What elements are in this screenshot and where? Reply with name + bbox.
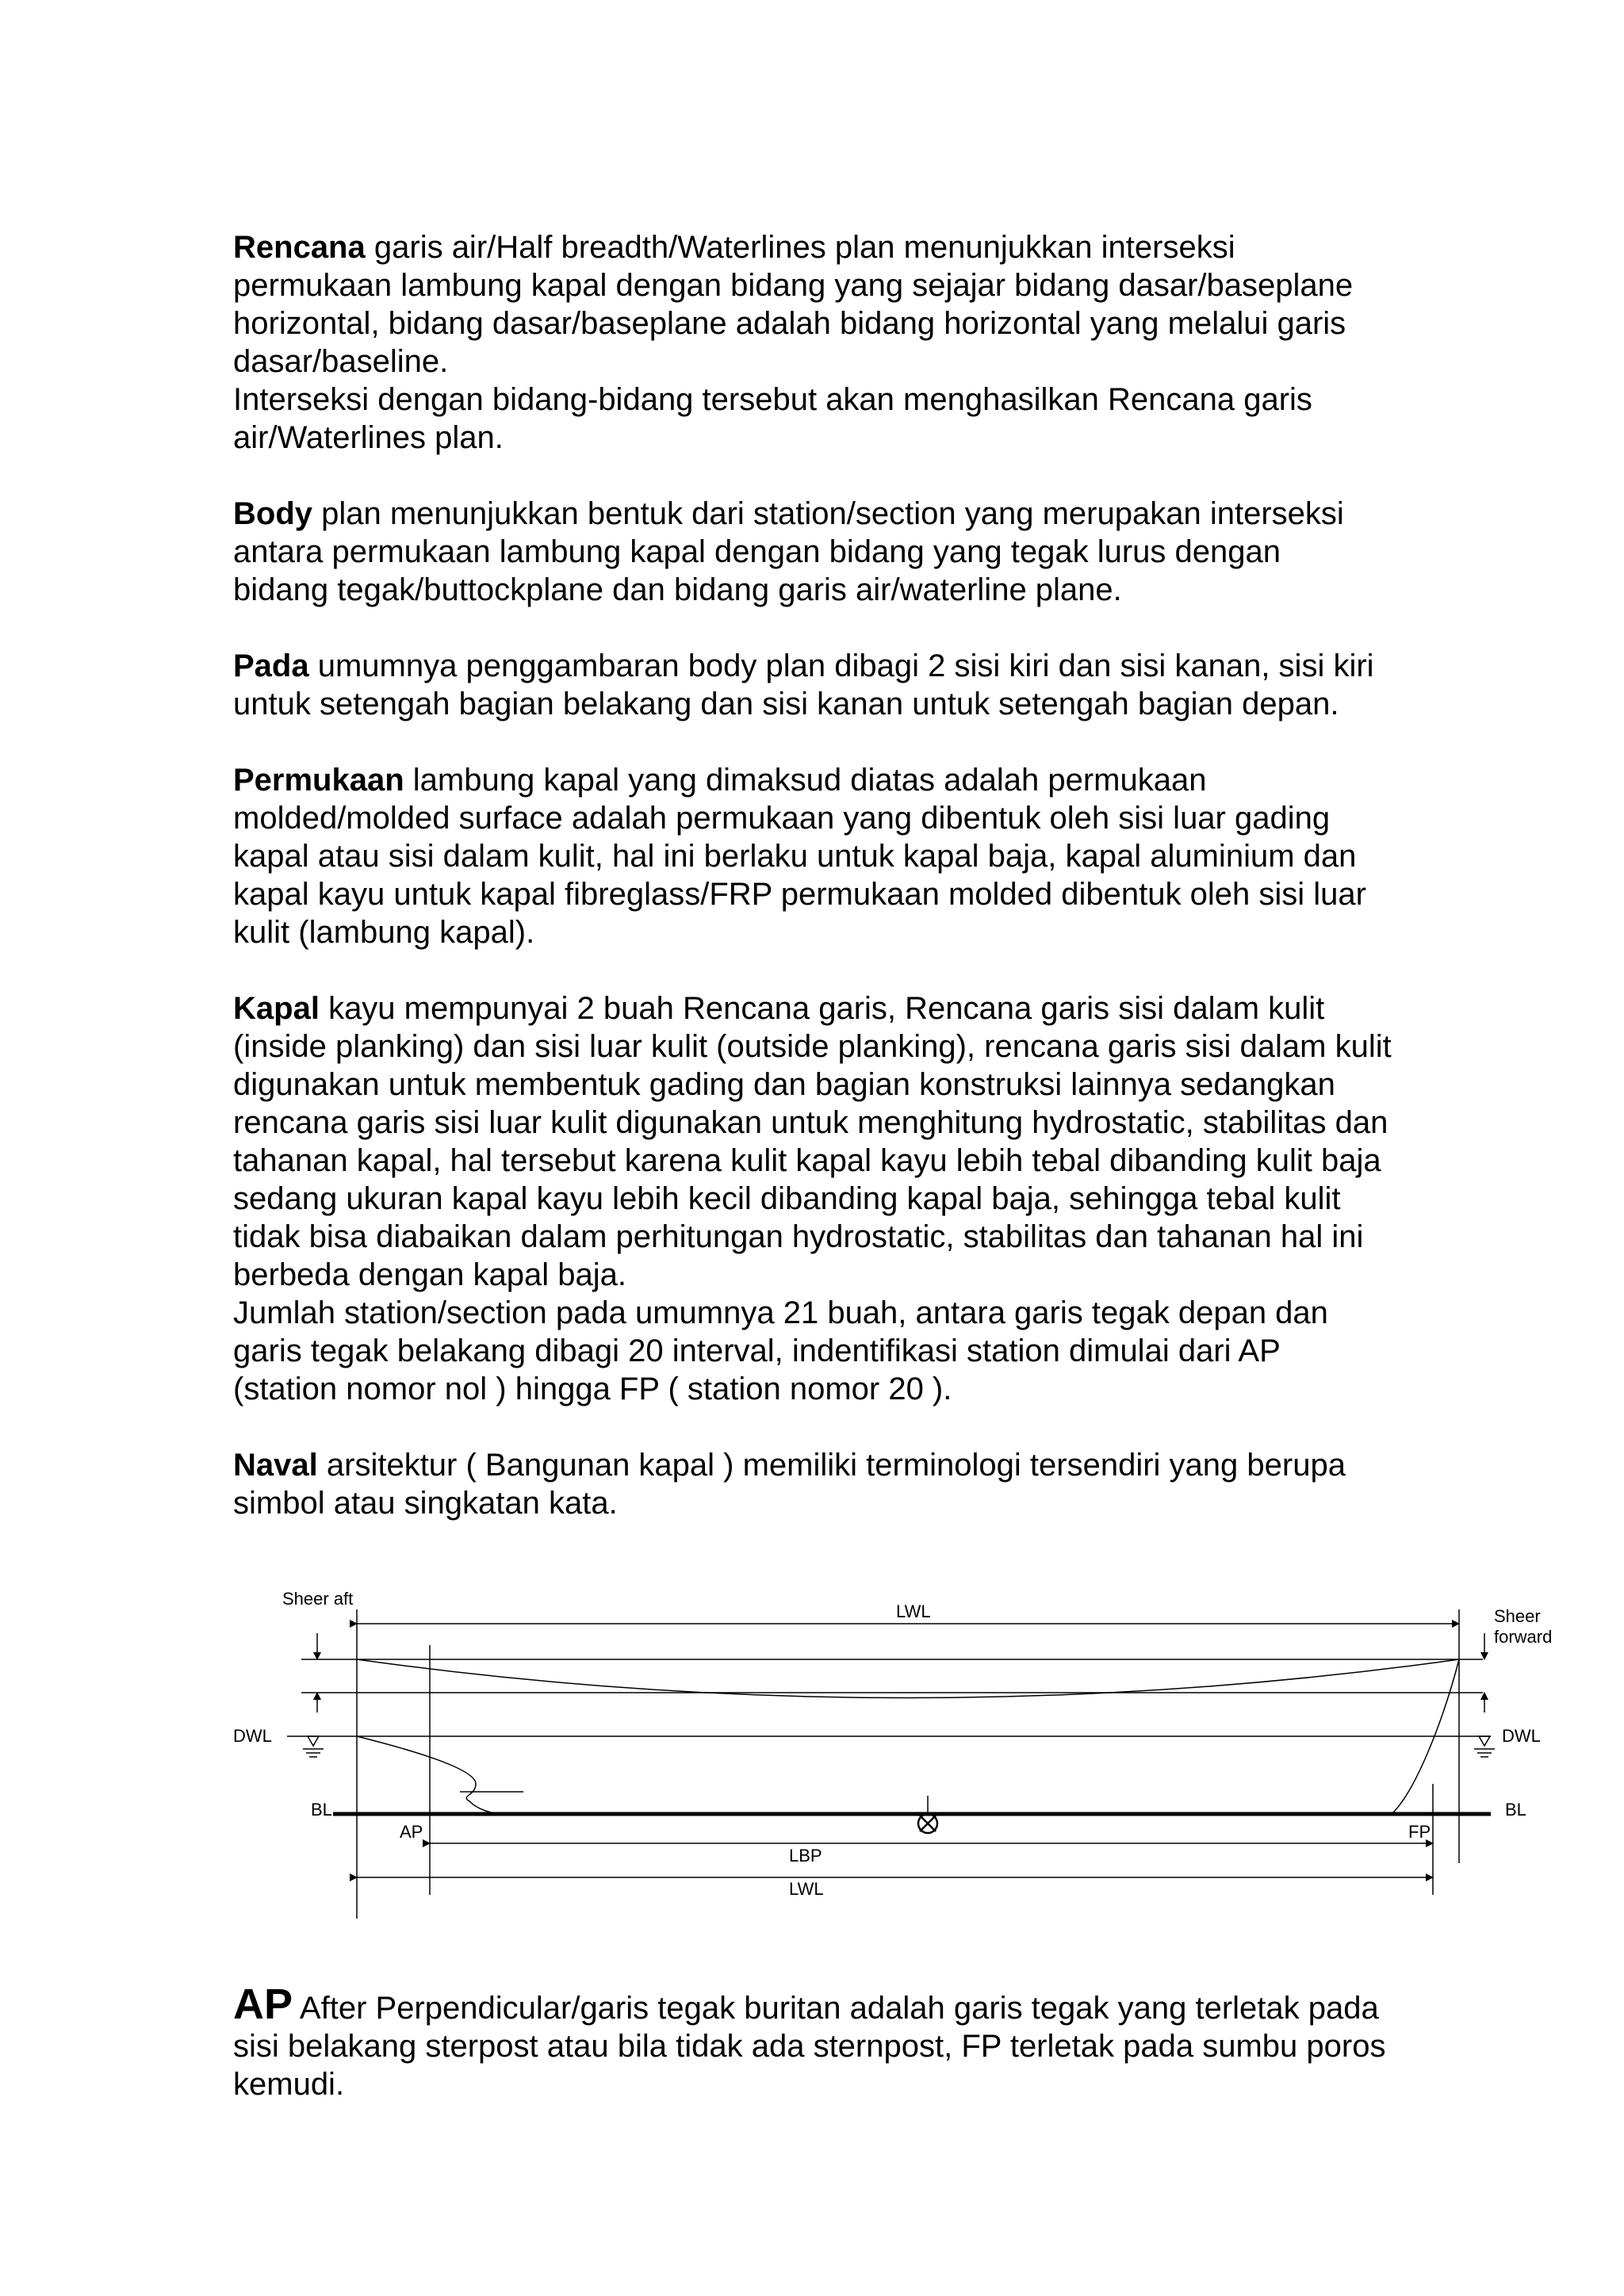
text-line: garis air/Half breadth/Waterlines plan menunjukkan interseksi [373,230,1235,265]
paragraph-kapal [233,989,1454,1408]
label-sheer-forward-1: Sheer [1494,1606,1541,1626]
lead-word: Pada [233,649,309,683]
text-line: sisi belakang sterpost atau bila tidak ada sternpost, FP terletak pada sumbu poros [233,2029,1386,2064]
text-line: garis tegak belakang dibagi 20 interval, indentifikasi station dimulai dari AP [233,1334,1281,1368]
text-line: horizontal, bidang dasar/baseplane adalah bidang horizontal yang melalui garis [233,306,1346,341]
text-line: bidang tegak/buttockplane dan bidang garis air/waterline plane. [233,572,1122,607]
ap-term: AP [233,1980,293,2028]
text-line: kapal atau sisi dalam kulit, hal ini berlaku untuk kapal baja, kapal aluminium dan [233,839,1357,874]
text-line: sedang ukuran kapal kayu lebih kecil dibanding kapal baja, sehingga tebal kulit [233,1181,1341,1216]
label-ap: AP [400,1822,423,1842]
text-line: umumnya penggambaran body plan dibagi 2 sisi kiri dan sisi kanan, sisi kiri [317,649,1374,683]
sheer-line [357,1659,1459,1698]
water-symbol-right [1474,1736,1495,1757]
ship-profile-diagram [222,1578,1570,1919]
text-line: simbol atau singkatan kata. [233,1486,618,1521]
paragraph-rencana [233,228,1454,457]
text-line: kayu mempunyai 2 buah Rencana garis, Rencana garis sisi dalam kulit [328,991,1325,1026]
label-sheer-forward-2: forward [1494,1627,1553,1647]
water-symbol-left [303,1736,324,1757]
text-line: digunakan untuk membentuk gading dan bagian konstruksi lainnya sedangkan [233,1067,1335,1102]
ship-profile-svg [222,1578,1570,1919]
stern-profile [357,1736,501,1814]
label-lbp: LBP [789,1846,822,1866]
lead-word: Permukaan [233,763,404,798]
label-sheer-aft: Sheer aft [282,1589,354,1609]
text-line: lambung kapal yang dimaksud diatas adalah permukaan [412,763,1207,798]
ap-definition [233,1980,1470,2103]
text-line: kemudi. [233,2067,345,2102]
paragraph-body [233,495,1454,609]
text-line: berbeda dengan kapal baja. [233,1257,626,1292]
text-line: arsitektur ( Bangunan kapal ) memiliki terminologi tersendiri yang berupa [326,1448,1346,1483]
text-line: permukaan lambung kapal dengan bidang yang sejajar bidang dasar/baseplane [233,268,1354,303]
lead-word: Body [233,496,312,531]
body-text [233,228,1454,1560]
text-line: (station nomor nol ) hingga FP ( station nomor 20 ). [233,1372,952,1406]
text-line: (inside planking) dan sisi luar kulit (outside planking), rencana garis sisi dalam kulit [233,1029,1392,1064]
paragraph-naval [233,1446,1454,1522]
paragraph-pada [233,647,1454,723]
label-lwl-top: LWL [896,1601,931,1621]
text-line: molded/molded surface adalah permukaan yang dibentuk oleh sisi luar gading [233,801,1331,836]
text-line: air/Waterlines plan. [233,420,504,455]
text-line: plan menunjukkan bentuk dari station/section yang merupakan interseksi [321,496,1344,531]
text-line: rencana garis sisi luar kulit digunakan untuk menghitung hydrostatic, stabilitas dan [233,1105,1388,1140]
text-line: antara permukaan lambung kapal dengan bidang yang tegak lurus dengan [233,534,1281,569]
lead-word: Rencana [233,230,366,265]
text-line: Interseksi dengan bidang-bidang tersebut akan menghasilkan Rencana garis [233,382,1312,417]
label-lwl-bottom: LWL [789,1879,824,1899]
label-dwl-right: DWL [1502,1726,1541,1746]
label-fp: FP [1408,1822,1431,1842]
paragraph-permukaan [233,761,1454,951]
text-line: kulit (lambung kapal). [233,915,535,950]
text-line: tidak bisa diabaikan dalam perhitungan hydrostatic, stabilitas dan tahanan hal ini [233,1219,1364,1254]
text-line: After Perpendicular/garis tegak buritan adalah garis tegak yang terletak pada [299,1991,1379,2026]
label-dwl-left: DWL [233,1726,272,1746]
lead-word: Kapal [233,991,320,1026]
text-line: kapal kayu untuk kapal fibreglass/FRP permukaan molded dibentuk oleh sisi luar [233,877,1366,912]
lead-word: Naval [233,1448,318,1483]
label-bl-left: BL [311,1800,332,1820]
text-line: untuk setengah bagian belakang dan sisi kanan untuk setengah bagian depan. [233,687,1339,721]
text-line: tahanan kapal, hal tersebut karena kulit kapal kayu lebih tebal dibanding kulit baja [233,1143,1381,1178]
text-line: Jumlah station/section pada umumnya 21 buah, antara garis tegak depan dan [233,1295,1328,1330]
text-line: dasar/baseline. [233,344,449,379]
label-bl-right: BL [1505,1800,1526,1820]
